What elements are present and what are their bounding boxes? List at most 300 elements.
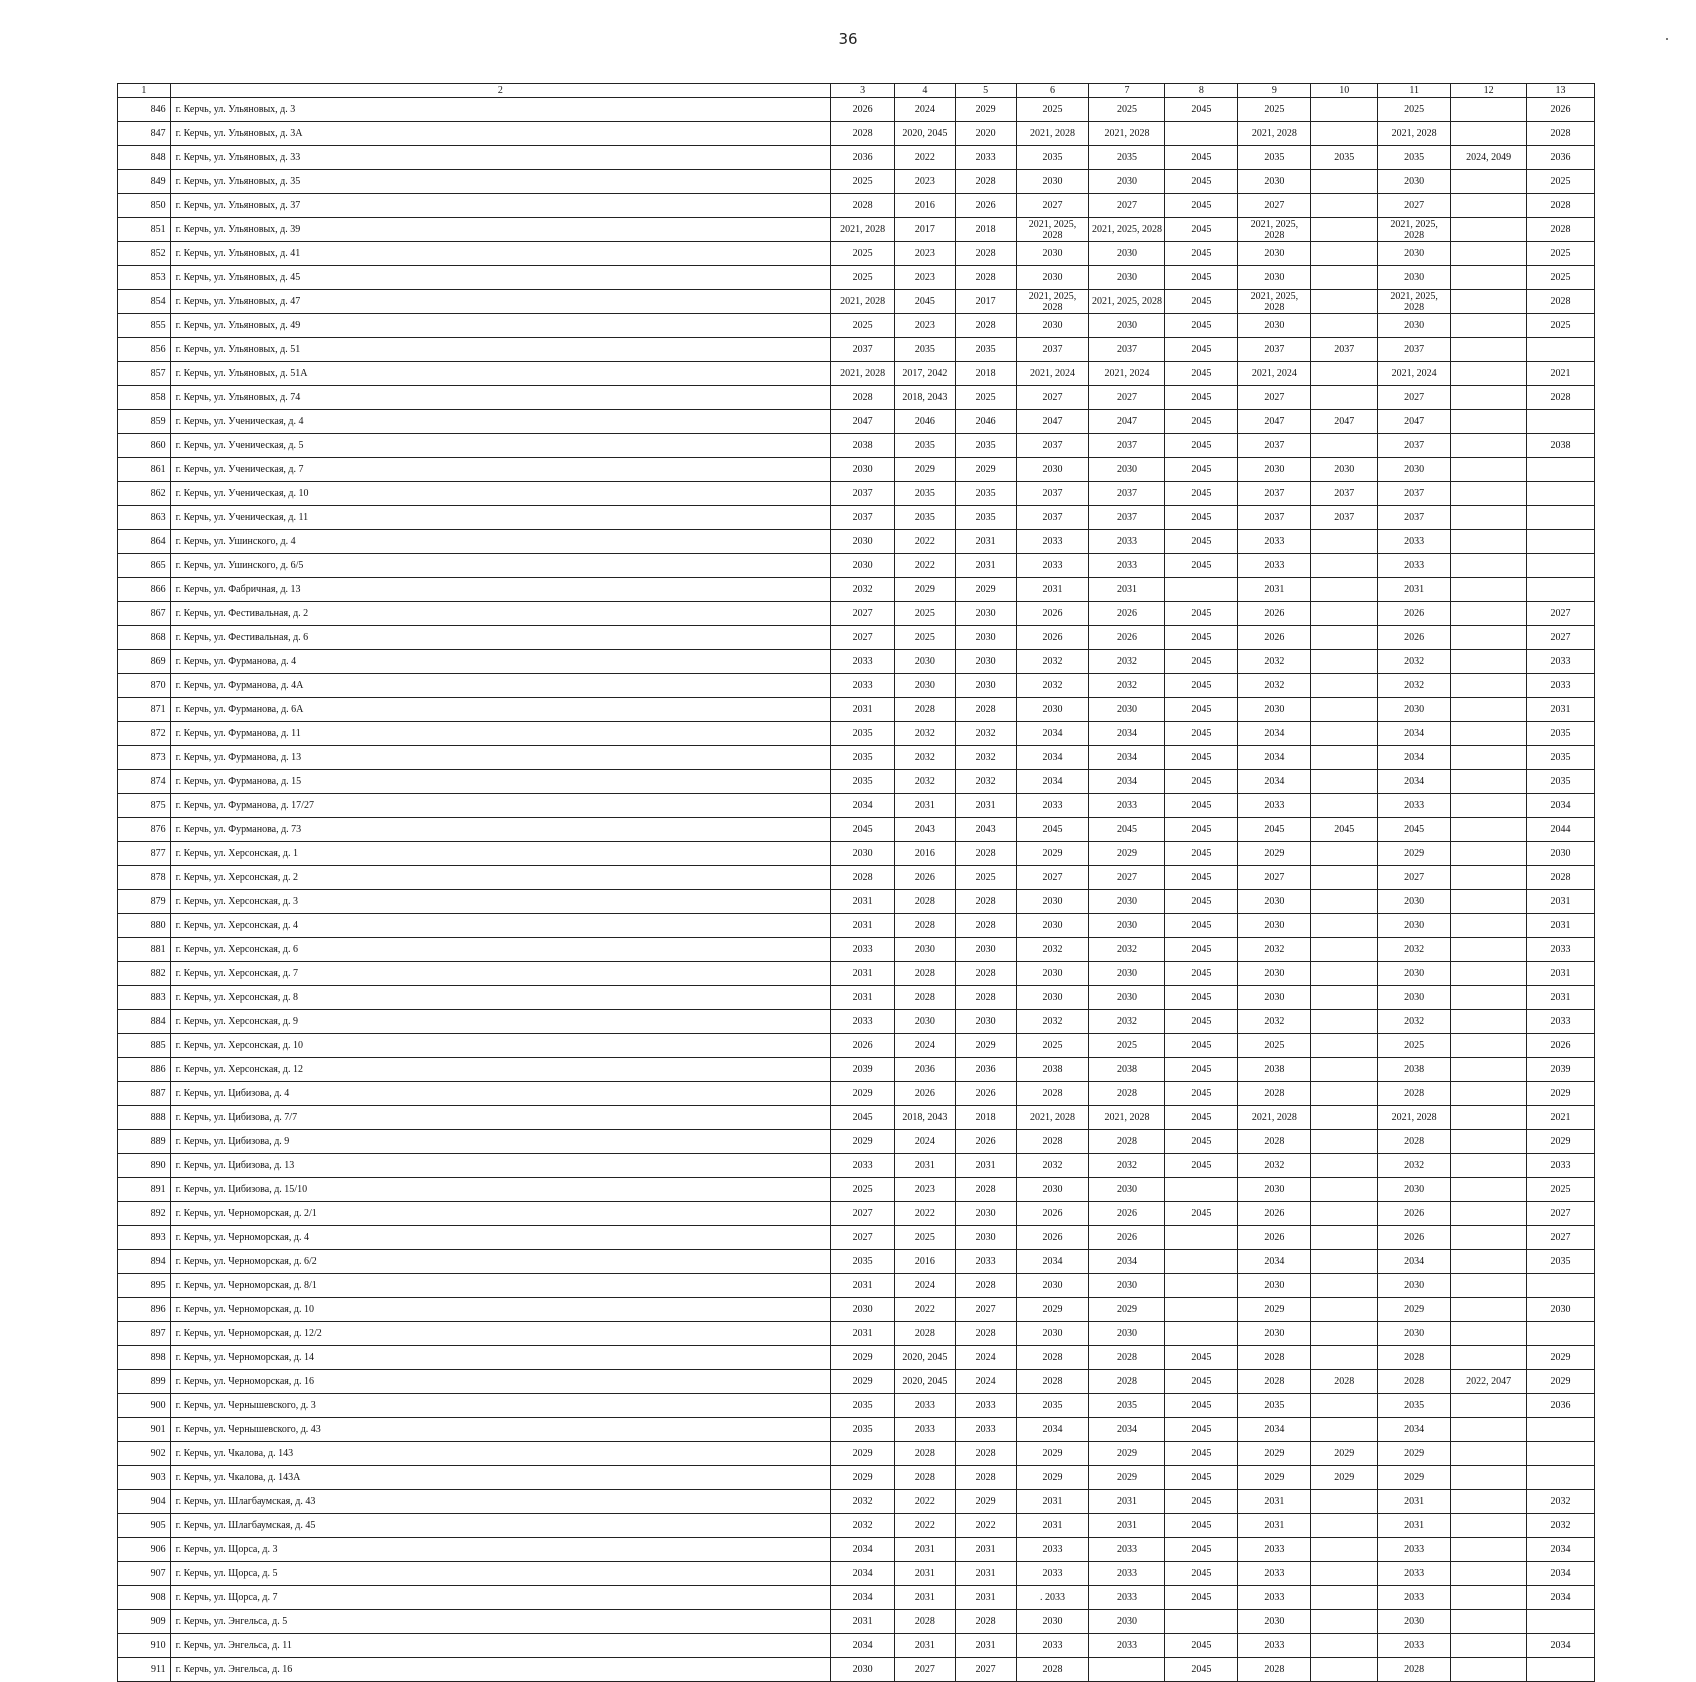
year-cell: 2033 xyxy=(894,1418,955,1442)
year-cell: 2030 xyxy=(1378,314,1451,338)
year-cell: 2028 xyxy=(831,122,895,146)
year-cell: 2029 xyxy=(1311,1466,1378,1490)
column-header: 1 xyxy=(118,84,171,98)
table-row xyxy=(118,362,1595,386)
year-cell: 2029 xyxy=(1527,1370,1595,1394)
year-cell: 2037 xyxy=(1311,482,1378,506)
year-cell: 2029 xyxy=(955,1034,1016,1058)
address-cell: г. Керчь, ул. Щорса, д. 3 xyxy=(170,1538,830,1562)
year-cell: 2031 xyxy=(955,794,1016,818)
year-cell: 2029 xyxy=(1378,1298,1451,1322)
year-cell: 2028 xyxy=(831,866,895,890)
year-cell: 2025 xyxy=(831,314,895,338)
year-cell: 2026 xyxy=(955,194,1016,218)
year-cell: 2034 xyxy=(1089,722,1165,746)
table-row xyxy=(118,146,1595,170)
row-number-cell: 877 xyxy=(118,842,171,866)
year-cell: 2028 xyxy=(1527,194,1595,218)
year-cell: 2031 xyxy=(955,1562,1016,1586)
year-cell: 2030 xyxy=(831,554,895,578)
column-header: 2 xyxy=(170,84,830,98)
row-number-cell: 853 xyxy=(118,266,171,290)
year-cell: 2031 xyxy=(894,1562,955,1586)
year-cell: 2030 xyxy=(1089,1610,1165,1634)
row-number-cell: 883 xyxy=(118,986,171,1010)
year-cell: 2029 xyxy=(955,578,1016,602)
year-cell: 2045 xyxy=(831,818,895,842)
year-cell: 2033 xyxy=(1527,1010,1595,1034)
year-cell: 2030 xyxy=(1378,986,1451,1010)
year-cell: 2021, 2025, 2028 xyxy=(1238,218,1311,242)
column-header: 8 xyxy=(1165,84,1238,98)
year-cell: 2030 xyxy=(1238,1610,1311,1634)
year-cell: 2028 xyxy=(894,914,955,938)
year-cell: 2031 xyxy=(1378,1490,1451,1514)
row-number-cell: 848 xyxy=(118,146,171,170)
year-cell: 2032 xyxy=(955,722,1016,746)
row-number-cell: 847 xyxy=(118,122,171,146)
year-cell: 2030 xyxy=(1016,890,1089,914)
year-cell xyxy=(1311,218,1378,242)
year-cell: 2027 xyxy=(1527,626,1595,650)
table-row xyxy=(118,722,1595,746)
year-cell: 2029 xyxy=(1378,1442,1451,1466)
year-cell: 2028 xyxy=(1378,1130,1451,1154)
year-cell: 2027 xyxy=(955,1298,1016,1322)
year-cell xyxy=(1311,1610,1378,1634)
address-cell: г. Керчь, ул. Фестивальная, д. 2 xyxy=(170,602,830,626)
year-cell: 2045 xyxy=(1165,1658,1238,1682)
year-cell xyxy=(1451,866,1527,890)
year-cell xyxy=(1451,1082,1527,1106)
year-cell: 2033 xyxy=(1378,1538,1451,1562)
year-cell: 2037 xyxy=(1378,338,1451,362)
year-cell: 2045 xyxy=(1165,602,1238,626)
year-cell: 2029 xyxy=(1238,842,1311,866)
year-cell: 2034 xyxy=(1378,722,1451,746)
year-cell xyxy=(1311,914,1378,938)
year-cell: 2027 xyxy=(1016,866,1089,890)
year-cell: 2038 xyxy=(1527,434,1595,458)
year-cell xyxy=(1527,1418,1595,1442)
year-cell: 2016 xyxy=(894,842,955,866)
year-cell: 2027 xyxy=(1378,194,1451,218)
year-cell: 2045 xyxy=(1165,1130,1238,1154)
row-number-cell: 852 xyxy=(118,242,171,266)
year-cell xyxy=(1311,1514,1378,1538)
year-cell: 2027 xyxy=(831,1202,895,1226)
year-cell: 2034 xyxy=(1238,1250,1311,1274)
year-cell: 2024 xyxy=(894,1130,955,1154)
table-row xyxy=(118,1394,1595,1418)
year-cell: 2023 xyxy=(894,1178,955,1202)
table-row xyxy=(118,674,1595,698)
year-cell: 2028 xyxy=(1527,866,1595,890)
year-cell: 2021, 2024 xyxy=(1378,362,1451,386)
year-cell: 2030 xyxy=(1378,1274,1451,1298)
year-cell: 2037 xyxy=(1089,338,1165,362)
year-cell: 2031 xyxy=(1527,914,1595,938)
year-cell: 2030 xyxy=(1089,242,1165,266)
year-cell xyxy=(1311,1082,1378,1106)
row-number-cell: 892 xyxy=(118,1202,171,1226)
year-cell xyxy=(1311,746,1378,770)
row-number-cell: 882 xyxy=(118,962,171,986)
year-cell: 2026 xyxy=(1238,626,1311,650)
year-cell: 2030 xyxy=(1016,914,1089,938)
column-header: 9 xyxy=(1238,84,1311,98)
year-cell: 2030 xyxy=(831,1298,895,1322)
table-row xyxy=(118,458,1595,482)
year-cell xyxy=(1311,1250,1378,1274)
table-row xyxy=(118,1322,1595,1346)
year-cell: 2045 xyxy=(1165,650,1238,674)
row-number-cell: 862 xyxy=(118,482,171,506)
year-cell: 2047 xyxy=(1089,410,1165,434)
year-cell: 2030 xyxy=(1238,1178,1311,1202)
year-cell xyxy=(1527,458,1595,482)
year-cell: 2027 xyxy=(1238,386,1311,410)
year-cell: 2035 xyxy=(955,434,1016,458)
table-row xyxy=(118,1370,1595,1394)
year-cell xyxy=(1451,626,1527,650)
year-cell: 2029 xyxy=(1238,1298,1311,1322)
year-cell: 2021, 2025, 2028 xyxy=(1016,218,1089,242)
year-cell: 2037 xyxy=(1378,482,1451,506)
year-cell: 2027 xyxy=(1238,866,1311,890)
year-cell: 2029 xyxy=(1238,1466,1311,1490)
address-cell: г. Керчь, ул. Черноморская, д. 2/1 xyxy=(170,1202,830,1226)
table-row xyxy=(118,170,1595,194)
year-cell xyxy=(1311,530,1378,554)
address-cell: г. Керчь, ул. Ульяновых, д. 45 xyxy=(170,266,830,290)
year-cell: 2027 xyxy=(1378,866,1451,890)
year-cell: 2045 xyxy=(1165,866,1238,890)
year-cell: 2021 xyxy=(1527,362,1595,386)
table-row xyxy=(118,866,1595,890)
year-cell xyxy=(1451,1418,1527,1442)
year-cell: 2037 xyxy=(1089,506,1165,530)
year-cell: 2029 xyxy=(955,98,1016,122)
year-cell: 2028 xyxy=(955,1274,1016,1298)
row-number-cell: 857 xyxy=(118,362,171,386)
year-cell xyxy=(1451,1634,1527,1658)
year-cell xyxy=(1451,218,1527,242)
year-cell: 2027 xyxy=(1238,194,1311,218)
year-cell: 2028 xyxy=(955,170,1016,194)
year-cell: 2034 xyxy=(1016,1250,1089,1274)
year-cell: 2031 xyxy=(1378,1514,1451,1538)
year-cell: 2024 xyxy=(894,98,955,122)
year-cell xyxy=(1451,698,1527,722)
column-header: 11 xyxy=(1378,84,1451,98)
year-cell: 2020, 2045 xyxy=(894,122,955,146)
year-cell: 2032 xyxy=(1527,1490,1595,1514)
address-cell: г. Керчь, ул. Херсонская, д. 3 xyxy=(170,890,830,914)
row-number-cell: 905 xyxy=(118,1514,171,1538)
address-cell: г. Керчь, ул. Фурманова, д. 17/27 xyxy=(170,794,830,818)
year-cell: 2045 xyxy=(1165,170,1238,194)
year-cell xyxy=(1451,1250,1527,1274)
year-cell: 2026 xyxy=(1016,1226,1089,1250)
year-cell: 2045 xyxy=(1165,1346,1238,1370)
year-cell: 2031 xyxy=(894,1154,955,1178)
year-cell: 2033 xyxy=(831,1010,895,1034)
address-cell: г. Керчь, ул. Херсонская, д. 4 xyxy=(170,914,830,938)
year-cell: 2034 xyxy=(831,1562,895,1586)
year-cell: 2020, 2045 xyxy=(894,1346,955,1370)
year-cell xyxy=(1311,1298,1378,1322)
year-cell xyxy=(1451,938,1527,962)
row-number-cell: 850 xyxy=(118,194,171,218)
year-cell: 2032 xyxy=(831,1490,895,1514)
year-cell: 2029 xyxy=(894,578,955,602)
year-cell xyxy=(1451,1586,1527,1610)
year-cell: 2026 xyxy=(1238,1226,1311,1250)
year-cell: 2027 xyxy=(955,1658,1016,1682)
year-cell: 2033 xyxy=(1238,1634,1311,1658)
year-cell: 2030 xyxy=(1089,1178,1165,1202)
year-cell: 2045 xyxy=(1165,554,1238,578)
year-cell: 2045 xyxy=(1165,698,1238,722)
address-cell: г. Керчь, ул. Ушинского, д. 4 xyxy=(170,530,830,554)
year-cell: 2045 xyxy=(1165,194,1238,218)
year-cell: 2031 xyxy=(831,890,895,914)
year-cell: 2035 xyxy=(955,482,1016,506)
table-row xyxy=(118,650,1595,674)
year-cell: 2029 xyxy=(831,1130,895,1154)
year-cell: 2028 xyxy=(955,1322,1016,1346)
year-cell: 2045 xyxy=(1165,1586,1238,1610)
year-cell: 2021, 2028 xyxy=(1238,1106,1311,1130)
year-cell: 2028 xyxy=(1016,1130,1089,1154)
year-cell: 2034 xyxy=(1378,746,1451,770)
year-cell: 2028 xyxy=(955,1610,1016,1634)
table-row xyxy=(118,1058,1595,1082)
year-cell: 2032 xyxy=(1016,674,1089,698)
year-cell: 2030 xyxy=(955,674,1016,698)
year-cell: 2046 xyxy=(894,410,955,434)
year-cell: 2030 xyxy=(1238,698,1311,722)
row-number-cell: 858 xyxy=(118,386,171,410)
year-cell: 2021, 2028 xyxy=(831,290,895,314)
year-cell: 2021, 2024 xyxy=(1089,362,1165,386)
address-cell: г. Керчь, ул. Фестивальная, д. 6 xyxy=(170,626,830,650)
year-cell: 2045 xyxy=(894,290,955,314)
year-cell: 2027 xyxy=(831,1226,895,1250)
address-cell: г. Керчь, ул. Шлагбаумская, д. 45 xyxy=(170,1514,830,1538)
year-cell: 2020 xyxy=(955,122,1016,146)
year-cell: 2033 xyxy=(1378,1634,1451,1658)
year-cell: 2035 xyxy=(955,338,1016,362)
address-cell: г. Керчь, ул. Фурманова, д. 4А xyxy=(170,674,830,698)
year-cell: 2045 xyxy=(1165,530,1238,554)
year-cell: 2030 xyxy=(955,938,1016,962)
year-cell xyxy=(1311,1394,1378,1418)
year-cell: 2028 xyxy=(894,890,955,914)
year-cell xyxy=(1527,1610,1595,1634)
table-row xyxy=(118,1586,1595,1610)
table-row xyxy=(118,1226,1595,1250)
address-cell: г. Керчь, ул. Цибизова, д. 13 xyxy=(170,1154,830,1178)
year-cell: 2024, 2049 xyxy=(1451,146,1527,170)
year-cell: 2028 xyxy=(955,962,1016,986)
year-cell: 2031 xyxy=(955,1154,1016,1178)
year-cell: 2034 xyxy=(1527,794,1595,818)
year-cell: 2030 xyxy=(1089,170,1165,194)
year-cell xyxy=(1451,746,1527,770)
row-number-cell: 894 xyxy=(118,1250,171,1274)
year-cell: 2036 xyxy=(831,146,895,170)
year-cell: 2045 xyxy=(1311,818,1378,842)
year-cell: 2022 xyxy=(955,1514,1016,1538)
year-cell xyxy=(1311,890,1378,914)
year-cell: 2021, 2025, 2028 xyxy=(1378,290,1451,314)
address-cell: г. Керчь, ул. Фурманова, д. 13 xyxy=(170,746,830,770)
row-number-cell: 867 xyxy=(118,602,171,626)
row-number-cell: 885 xyxy=(118,1034,171,1058)
scan-speck xyxy=(1666,38,1668,40)
year-cell: 2029 xyxy=(1527,1130,1595,1154)
year-cell: 2045 xyxy=(1165,962,1238,986)
address-cell: г. Керчь, ул. Ульяновых, д. 33 xyxy=(170,146,830,170)
year-cell: 2030 xyxy=(1378,266,1451,290)
address-cell: г. Керчь, ул. Ульяновых, д. 47 xyxy=(170,290,830,314)
year-cell: 2030 xyxy=(1089,266,1165,290)
year-cell: 2045 xyxy=(1165,506,1238,530)
year-cell: 2032 xyxy=(1016,938,1089,962)
year-cell: 2045 xyxy=(1165,242,1238,266)
year-cell xyxy=(1311,290,1378,314)
year-cell: 2035 xyxy=(831,1418,895,1442)
year-cell: 2032 xyxy=(955,770,1016,794)
year-cell: 2025 xyxy=(1089,1034,1165,1058)
year-cell: 2033 xyxy=(1238,554,1311,578)
address-cell: г. Керчь, ул. Энгельса, д. 5 xyxy=(170,1610,830,1634)
year-cell: 2026 xyxy=(1016,626,1089,650)
table-row xyxy=(118,818,1595,842)
year-cell xyxy=(1311,650,1378,674)
year-cell: 2045 xyxy=(1165,218,1238,242)
year-cell: 2031 xyxy=(831,698,895,722)
year-cell: 2034 xyxy=(1089,1418,1165,1442)
year-cell: 2028 xyxy=(1378,1082,1451,1106)
year-cell xyxy=(1451,1298,1527,1322)
row-number-cell: 846 xyxy=(118,98,171,122)
year-cell: 2025 xyxy=(1527,170,1595,194)
table-row xyxy=(118,1610,1595,1634)
year-cell: 2035 xyxy=(1238,1394,1311,1418)
year-cell: 2031 xyxy=(1016,1490,1089,1514)
year-cell: 2029 xyxy=(1378,1466,1451,1490)
year-cell: 2033 xyxy=(1238,794,1311,818)
address-cell: г. Керчь, ул. Ульяновых, д. 37 xyxy=(170,194,830,218)
year-cell: 2021, 2025, 2028 xyxy=(1089,218,1165,242)
year-cell xyxy=(1311,962,1378,986)
year-cell: 2021, 2028 xyxy=(1089,122,1165,146)
table-row xyxy=(118,1514,1595,1538)
year-cell: 2023 xyxy=(894,242,955,266)
year-cell: 2033 xyxy=(1089,530,1165,554)
row-number-cell: 898 xyxy=(118,1346,171,1370)
year-cell: 2035 xyxy=(831,1250,895,1274)
year-cell: 2026 xyxy=(831,98,895,122)
year-cell: 2043 xyxy=(955,818,1016,842)
table-row xyxy=(118,746,1595,770)
column-header: 13 xyxy=(1527,84,1595,98)
row-number-cell: 888 xyxy=(118,1106,171,1130)
year-cell: 2031 xyxy=(1089,1490,1165,1514)
year-cell: 2032 xyxy=(1238,650,1311,674)
table-row xyxy=(118,1154,1595,1178)
year-cell: 2030 xyxy=(1238,890,1311,914)
year-cell: 2028 xyxy=(1089,1346,1165,1370)
year-cell: 2025 xyxy=(831,242,895,266)
year-cell: 2031 xyxy=(1238,1514,1311,1538)
year-cell: 2030 xyxy=(1089,1274,1165,1298)
year-cell: 2030 xyxy=(1311,458,1378,482)
table-row xyxy=(118,1490,1595,1514)
table-row xyxy=(118,1298,1595,1322)
year-cell: 2033 xyxy=(1378,1586,1451,1610)
year-cell: 2029 xyxy=(831,1370,895,1394)
year-cell: 2045 xyxy=(1165,1154,1238,1178)
year-cell: 2028 xyxy=(1238,1370,1311,1394)
year-cell: 2031 xyxy=(1527,890,1595,914)
year-cell: 2029 xyxy=(894,458,955,482)
year-cell: 2030 xyxy=(955,650,1016,674)
year-cell: 2028 xyxy=(1016,1658,1089,1682)
address-cell: г. Керчь, ул. Ульяновых, д. 41 xyxy=(170,242,830,266)
address-cell: г. Керчь, ул. Херсонская, д. 9 xyxy=(170,1010,830,1034)
year-cell: 2029 xyxy=(1016,1466,1089,1490)
table-row xyxy=(118,554,1595,578)
year-cell: 2029 xyxy=(1527,1346,1595,1370)
year-cell xyxy=(1451,1130,1527,1154)
year-cell: 2033 xyxy=(1378,554,1451,578)
year-cell: 2043 xyxy=(894,818,955,842)
year-cell: 2037 xyxy=(1238,338,1311,362)
row-number-cell: 865 xyxy=(118,554,171,578)
year-cell: 2030 xyxy=(1238,914,1311,938)
year-cell: 2021, 2025, 2028 xyxy=(1089,290,1165,314)
year-cell: 2030 xyxy=(1016,266,1089,290)
year-cell: 2035 xyxy=(1016,1394,1089,1418)
table-row xyxy=(118,1538,1595,1562)
year-cell xyxy=(1165,1298,1238,1322)
year-cell: 2037 xyxy=(1016,338,1089,362)
year-cell: 2018, 2043 xyxy=(894,1106,955,1130)
year-cell: 2024 xyxy=(894,1034,955,1058)
year-cell: 2032 xyxy=(1238,938,1311,962)
table-row xyxy=(118,1466,1595,1490)
year-cell: 2028 xyxy=(1527,386,1595,410)
year-cell: 2035 xyxy=(894,338,955,362)
year-cell: 2021, 2028 xyxy=(1378,122,1451,146)
address-cell: г. Керчь, ул. Херсонская, д. 7 xyxy=(170,962,830,986)
table-body xyxy=(118,84,1595,1682)
year-cell: 2045 xyxy=(1165,674,1238,698)
year-cell: 2031 xyxy=(1238,1490,1311,1514)
year-cell: 2029 xyxy=(1089,842,1165,866)
year-cell: 2026 xyxy=(894,866,955,890)
year-cell: 2026 xyxy=(1527,98,1595,122)
year-cell xyxy=(1311,1202,1378,1226)
year-cell xyxy=(1311,1490,1378,1514)
year-cell: 2030 xyxy=(1238,986,1311,1010)
year-cell: 2030 xyxy=(955,1202,1016,1226)
year-cell xyxy=(1311,314,1378,338)
